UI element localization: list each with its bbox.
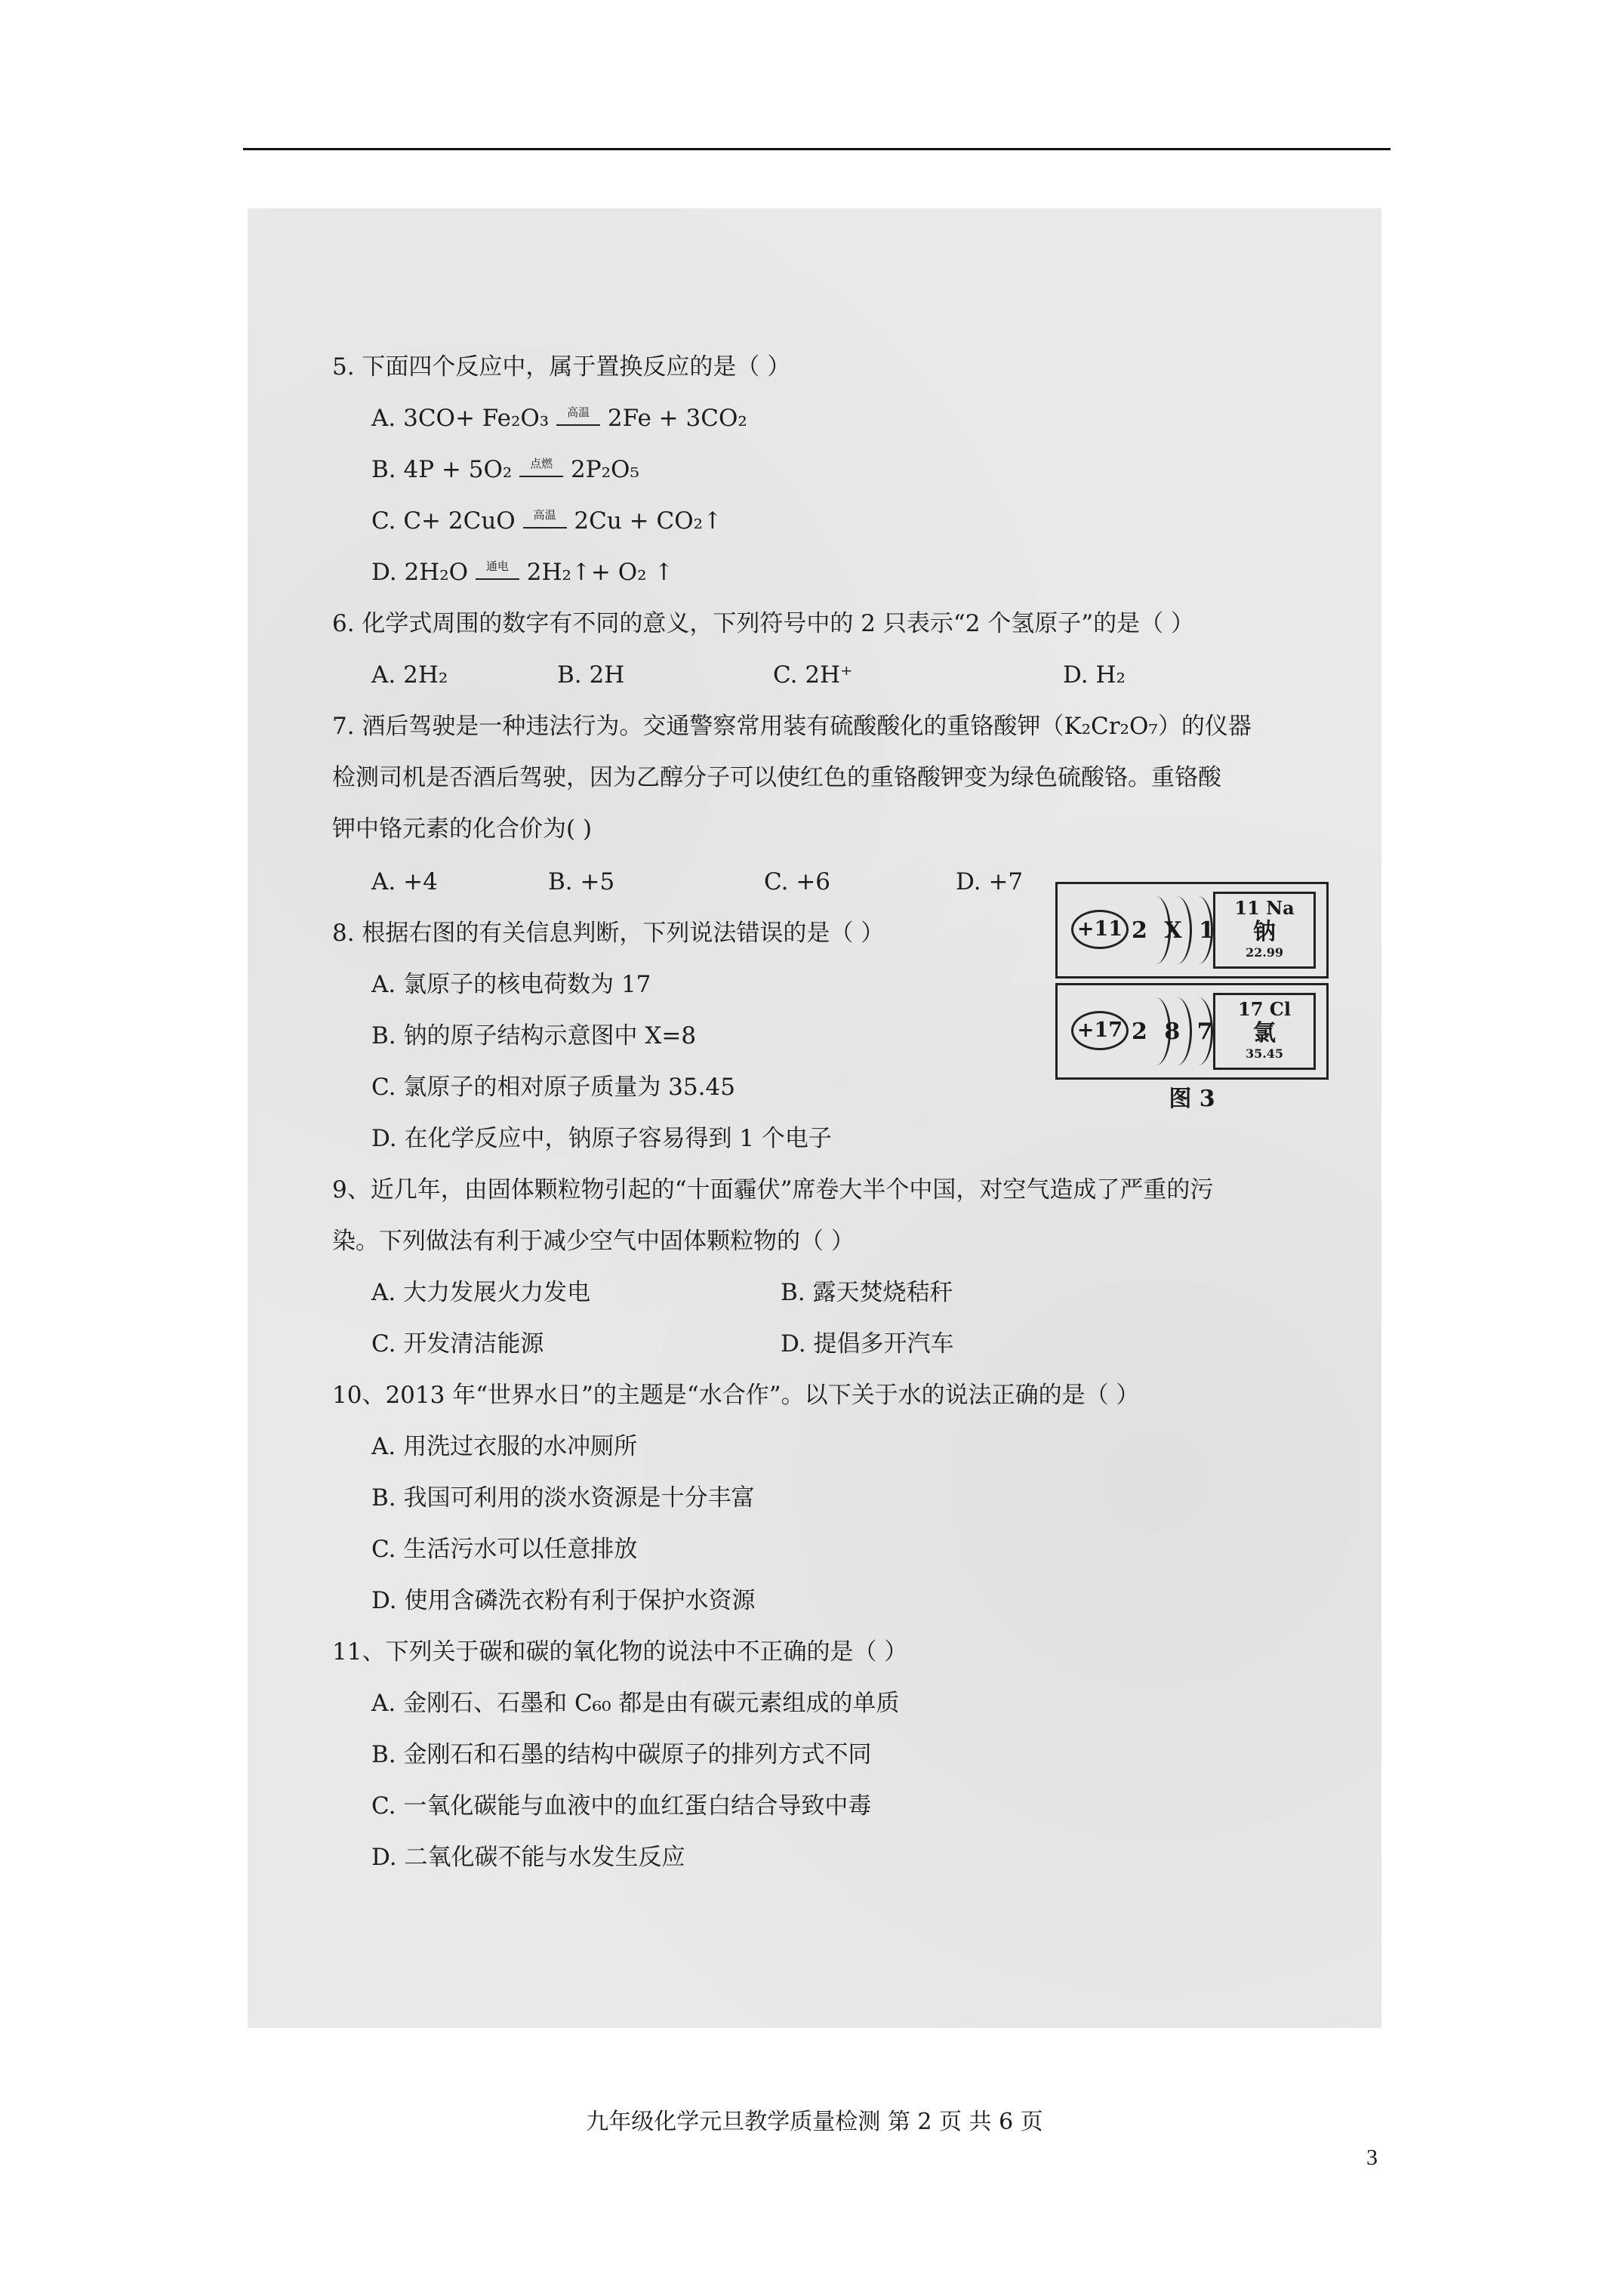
- condition-label: 高温: [567, 405, 590, 419]
- question-7-stem-line-1: 7. 酒后驾驶是一种违法行为。交通警察常用装有硫酸酸化的重铬酸钾（K₂Cr₂O₇）的仪器: [332, 713, 1252, 740]
- question-7-stem-line-3: 钾中铬元素的化合价为( ): [332, 815, 593, 843]
- question-9-option-b: B. 露天焚烧秸秆: [781, 1279, 953, 1306]
- header-rule: [243, 148, 1390, 150]
- page-number: 3: [1366, 2145, 1378, 2170]
- question-11-stem: 11、下列关于碳和碳的氧化物的说法中不正确的是（ ）: [332, 1638, 908, 1666]
- question-5-option-d: [371, 557, 673, 587]
- chlorine-nucleus: +17: [1071, 1011, 1129, 1050]
- scanned-exam-page: [248, 208, 1381, 2135]
- condition-arrow: [556, 405, 600, 426]
- question-7-option-a: A. +4: [371, 868, 438, 895]
- equation-left: B. 4P + 5O₂: [371, 456, 520, 483]
- condition-arrow: [476, 559, 519, 580]
- equation-right: 2H₂↑+ O₂ ↑: [519, 559, 674, 586]
- question-10-option-c: C. 生活污水可以任意排放: [371, 1536, 638, 1563]
- question-9-option-c: C. 开发清洁能源: [371, 1330, 544, 1358]
- chlorine-number-symbol: 17 Cl: [1238, 998, 1291, 1020]
- equation-right: 2Cu + CO₂↑: [566, 507, 723, 535]
- question-8-option-a: A. 氯原子的核电荷数为 17: [371, 971, 651, 998]
- question-10-stem: 10、2013 年“世界水日”的主题是“水合作”。以下关于水的说法正确的是（ ）: [332, 1382, 1140, 1409]
- question-8-stem: 8. 根据右图的有关信息判断，下列说法错误的是（ ）: [332, 920, 885, 947]
- question-6-option-d: D. H₂: [1063, 661, 1126, 689]
- question-10-option-b: B. 我国可利用的淡水资源是十分丰富: [371, 1484, 755, 1512]
- sodium-name: 钠: [1253, 919, 1276, 945]
- sodium-number-symbol: 11 Na: [1234, 897, 1295, 919]
- question-5-option-a: [371, 403, 747, 433]
- equation-left: D. 2H₂O: [371, 559, 476, 586]
- question-9-option-a: A. 大力发展火力发电: [371, 1279, 591, 1306]
- chlorine-shell-electrons: 2 8 7: [1132, 1019, 1218, 1045]
- equation-right: 2P₂O₅: [563, 456, 639, 483]
- question-8-option-d: D. 在化学反应中，钠原子容易得到 1 个电子: [371, 1125, 832, 1152]
- condition-label: 高温: [533, 507, 556, 522]
- chlorine-name: 氯: [1253, 1020, 1276, 1046]
- question-10-option-a: A. 用洗过衣服的水冲厕所: [371, 1433, 638, 1460]
- equation-left: C. C+ 2CuO: [371, 507, 523, 535]
- question-5-option-c: [371, 506, 722, 536]
- chlorine-element-tile: [1213, 993, 1316, 1070]
- sodium-element-tile: [1213, 892, 1316, 969]
- sodium-nucleus: +11: [1071, 910, 1129, 949]
- condition-arrow: [523, 507, 567, 529]
- condition-label: 点燃: [530, 456, 553, 470]
- question-9-stem-line-1: 9、近几年，由固体颗粒物引起的“十面霾伏”席卷大半个中国，对空气造成了严重的污: [332, 1176, 1214, 1203]
- question-11-option-d: D. 二氧化碳不能与水发生反应: [371, 1844, 685, 1871]
- question-9-stem-line-2: 染。下列做法有利于减少空气中固体颗粒物的（ ）: [332, 1228, 855, 1255]
- question-6-option-b: B. 2H: [557, 661, 625, 689]
- sodium-panel: [1055, 882, 1329, 978]
- figure-caption: 图 3: [1169, 1086, 1215, 1112]
- question-6-option-c: C. 2H⁺: [773, 661, 853, 689]
- sodium-shell-electrons: 2 X 1: [1132, 917, 1219, 944]
- figure-3-atom-diagram: [1055, 882, 1329, 1114]
- question-10-option-d: D. 使用含磷洗衣粉有利于保护水资源: [371, 1587, 756, 1614]
- question-7-option-d: D. +7: [956, 868, 1024, 895]
- question-9-option-d: D. 提倡多开汽车: [781, 1330, 954, 1358]
- chlorine-panel: [1055, 983, 1329, 1080]
- question-8-option-b: B. 钠的原子结构示意图中 X=8: [371, 1022, 697, 1049]
- question-7-option-b: B. +5: [548, 868, 615, 895]
- question-7-stem-line-2: 检测司机是否酒后驾驶，因为乙醇分子可以使红色的重铬酸钾变为绿色硫酸铬。重铬酸: [332, 764, 1221, 791]
- question-6-stem: 6. 化学式周围的数字有不同的意义，下列符号中的 2 只表示“2 个氢原子”的是（ ）: [332, 610, 1194, 637]
- exam-content: [248, 208, 1381, 2135]
- question-11-option-b: B. 金刚石和石墨的结构中碳原子的排列方式不同: [371, 1741, 872, 1768]
- equation-left: A. 3CO+ Fe₂O₃: [371, 405, 557, 432]
- sodium-mass: 22.99: [1245, 945, 1284, 960]
- equation-right: 2Fe + 3CO₂: [600, 405, 747, 432]
- question-8-option-c: C. 氯原子的相对原子质量为 35.45: [371, 1074, 735, 1101]
- question-5-option-b: [371, 455, 639, 485]
- condition-label: 通电: [485, 559, 509, 573]
- question-7-option-c: C. +6: [764, 868, 831, 895]
- condition-arrow: [519, 456, 563, 477]
- chlorine-mass: 35.45: [1245, 1046, 1284, 1061]
- exam-footer: 九年级化学元旦教学质量检测 第 2 页 共 6 页: [586, 2109, 1043, 2135]
- question-11-option-c: C. 一氧化碳能与血液中的血红蛋白结合导致中毒: [371, 1792, 872, 1820]
- question-6-option-a: A. 2H₂: [371, 661, 448, 689]
- question-11-option-a: A. 金刚石、石墨和 C₆₀ 都是由有碳元素组成的单质: [371, 1690, 900, 1717]
- question-5-stem: 5. 下面四个反应中，属于置换反应的是（ ）: [332, 353, 791, 381]
